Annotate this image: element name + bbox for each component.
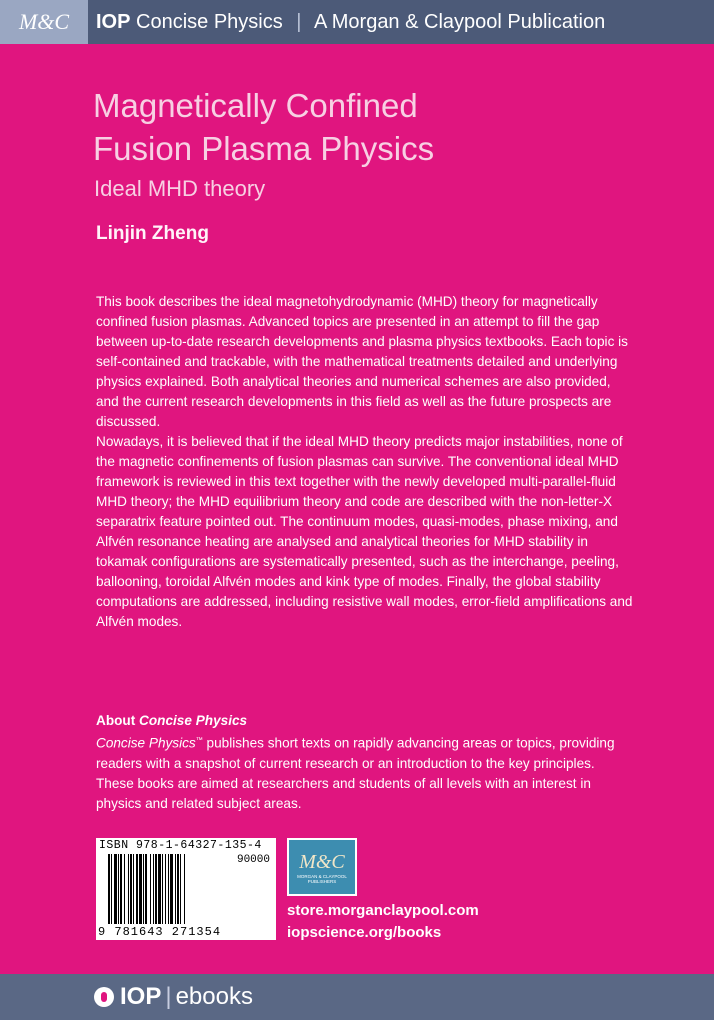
book-author: Linjin Zheng <box>96 223 209 244</box>
about-body-text: publishes short texts on rapidly advancing areas or topics, providing readers with a snapshot of current research or an introduction to the key principles. These books are aimed at researchers and students of all levels with an interest in physics and related subject areas. <box>96 735 615 811</box>
iopscience-link[interactable]: iopscience.org/books <box>287 924 442 941</box>
isbn-number: ISBN 978-1-64327-135-4 <box>99 839 262 852</box>
description-paragraph-2: Nowadays, it is believed that if the ideal MHD theory predicts major instabilities, none of the magnetic confinements of fusion plasmas can survive. The conventional ideal MHD framework is reviewed in this text together with the newly developed multi-parallel-fluid MHD theory; the MHD equilibrium theory and code are described with the non-letter-X separatrix feature pointed out. The continuum modes, quasi-modes, phase mixing, and Alfvén resonance heating are analysed and analytical theories for MHD stability in tokamak configurations are systematically presented, such as the interchange, peeling, ballooning, toroidal Alfvén modes and kink type of modes. Finally, the global stability computations are addressed, including resistive wall modes, error-field amplifications and Alfvén modes. <box>96 434 633 629</box>
header-bar <box>0 0 714 44</box>
barcode-bars <box>108 854 268 924</box>
publisher-monogram: M&C <box>299 850 345 873</box>
store-link[interactable]: store.morganclaypool.com <box>287 902 479 919</box>
footer-iop: IOP <box>120 983 162 1010</box>
about-heading-prefix: About <box>96 713 136 728</box>
about-heading-series: Concise Physics <box>139 713 248 728</box>
iop-circle-icon <box>94 987 114 1007</box>
mc-logo-icon <box>0 0 88 44</box>
book-title <box>93 84 653 170</box>
price-code: 90000 <box>236 854 270 866</box>
about-heading <box>96 711 616 731</box>
about-section <box>96 711 616 814</box>
header-logo-text: M&C <box>18 9 70 34</box>
brand-bold: IOP <box>96 10 131 33</box>
brand-text: Concise Physics <box>136 10 283 33</box>
title-line-1: Magnetically Confined <box>93 87 418 124</box>
iop-ebooks-logo <box>94 983 253 1011</box>
trademark: ™ <box>195 737 203 744</box>
publisher-logo <box>287 838 357 896</box>
publisher-logo-name: MORGAN & CLAYPOOL PUBLISHERS <box>297 873 347 884</box>
footer-bar <box>0 974 714 1020</box>
book-subtitle: Ideal MHD theory <box>94 176 266 201</box>
series-banner <box>96 11 605 34</box>
footer-separator: | <box>165 983 172 1010</box>
about-body-series: Concise Physics <box>96 735 196 751</box>
web-links <box>287 900 479 944</box>
footer-ebooks: ebooks <box>175 983 253 1010</box>
about-body <box>96 731 616 814</box>
isbn-barcode <box>96 838 276 940</box>
ean-digits: 9 781643 271354 <box>98 925 222 939</box>
header-separator: | <box>296 10 302 33</box>
title-line-2: Fusion Plasma Physics <box>93 130 435 167</box>
publisher-text: A Morgan & Claypool Publication <box>313 10 606 33</box>
description-paragraph-1: This book describes the ideal magnetohydrodynamic (MHD) theory for magnetically confined fusion plasmas. Advanced topics are presented in an attempt to fill the gap between up-to-date research developments and plasma physics textbooks. Each topic is self-contained and trackable, with the mathematical treatments detailed and underlying physics explained. Both analytical theories and numerical schemes are also provided, and the current research developments in this field as well as the future prospects are discussed. <box>96 294 628 429</box>
